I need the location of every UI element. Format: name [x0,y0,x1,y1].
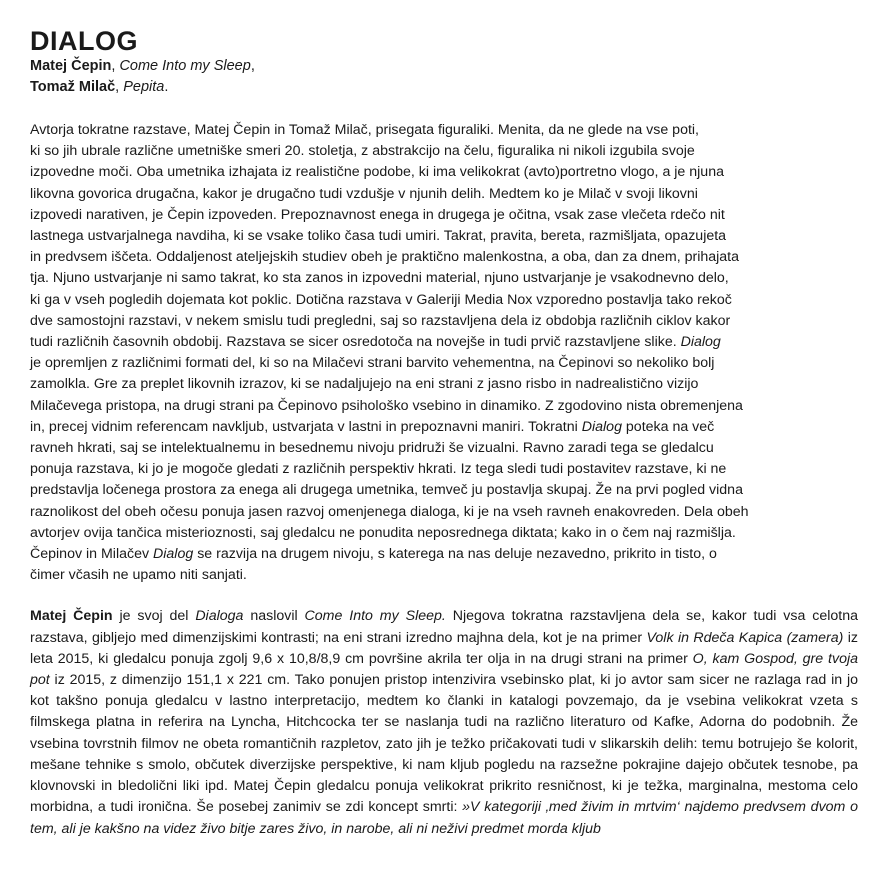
text-line: avtorjev ovija tančica misterioznosti, saj gledalcu ne ponudita neposrednega diktata; kako in o čem naj razmišlja. [30,524,736,541]
page-title: DIALOG [30,26,138,56]
text-line: raznolikost del obeh očesu ponuja jasen razvoj omenjenega dialoga, ki je na vseh ravneh enakovreden. Dela obeh [30,503,749,520]
text-segment: »V kategoriji ‚med živim in mrtvim‘ najdemo predvsem dvom o tem, ali je kakšno na videz živo bitje zares živo, in narobe, ali ni neživi predmet morda kljub [30,799,858,837]
text-segment: Matej Čepin [30,608,113,625]
text-segment: naslovil [243,608,305,625]
credit-line-cepin: Matej Čepin, Come Into my Sleep, [30,58,255,74]
work-title: Pepita [123,79,165,95]
text-line: lastnega ustvarjalnega navdiha, ki se vsake toliko časa tudi umiri. Takrat, pravita, bereta, razmišljata, opazujeta [30,228,727,245]
text-line: in predvsem iščeta. Oddaljenost ateljejskih studiev obeh je praktično malenkostna, a oba, dan za dnem, prihajata [30,249,740,266]
text-line: Avtorja tokratne razstave, Matej Čepin in Tomaž Milač, prisegata figuraliki. Menita, da ne glede na vse poti, [30,122,699,138]
text-line: izpovedne moči. Oba umetnika izhajata iz realistične podobe, ki ima velikokrat (avto)portretno vlogo, a je njuna [30,164,724,181]
text-segment: Njegova tokratna razstavljena dela se, kakor tudi vsa celotna razstava, gibljejo med dimenzijskimi kontrasti; na eni strani izredno majhna dela, kot je na primer [30,608,858,646]
text-segment: Volk in Rdeča Kapica (zamera) [646,629,844,646]
text-line: dve samostojni razstavi, v nekem smislu tudi pregledni, saj so razstavljena dela iz obdobja različnih ciklov kakor [30,312,731,329]
text-line: ki so jih ubrale različne umetniške smeri 20. stoletja, z abstrakcijo na čelu, figuralika ni nikoli izgubila svoje [30,143,695,160]
text-line: zamolkla. Gre za preplet likovnih izrazov, ki se nadaljujejo na eni strani z jasno risbo in nadrealistično vizijo [30,376,699,393]
text-line: je opremljen z različnimi formati del, ki so na Milačevi strani barvito vehementna, na Čepinovi so nekoliko bolj [30,355,715,372]
text-segment: Dialoga [195,608,244,625]
text-line: tja. Njuno ustvarjanje ni samo takrat, ko sta zanos in izpovedni material, njuno ustvarjanje je vsakodnevno delo, [30,270,729,287]
text-line: tudi različnih časovnih obdobij. Razstava se sicer osredotoča na novejše in tudi prvič razstavljene slike. Dialog [30,334,721,351]
work-title: Come Into my Sleep [119,58,251,74]
text-line: ravneh hkrati, saj se intelektualnemu in besednemu nivoju pridruži še vizualni. Ravno zaradi tega se gledalcu [30,440,714,457]
text-segment: je svoj del [112,608,196,625]
text-line: čimer včasih ne upamo niti sanjati. [30,567,247,584]
text-line: Milačevega pristopa, na drugi strani pa Čepinovo psihološko vsebino in dinamiko. Z zgodovino nista obremenjena [30,397,743,414]
text-line: ki ga v vseh pogledih dojemata kot poklic. Dotična razstava v Galeriji Media Nox vzporedno postavlja tako rekoč [30,291,732,308]
text-line: likovna govorica drugačna, kakor je drugačno tudi vzdušje v njunih delih. Medtem ko je Milač v svoji likovni [30,185,698,202]
text-segment: Come Into my Sleep. [304,608,446,625]
text-segment: iz 2015, z dimenzijo 151,1 x 221 cm. Tako ponujen pristop intenzivira vsebinsko plat, ki jo avtor sam sicer ne razlaga rad in jo kot takšno ponuja gledalcu v lastno interpretacijo, medtem ko članki in katalogi povzemajo, da je vsebina velikokrat vzeta s filmskega platna in referira na Lyncha, Hitchcocka ter se naslanja tudi na različno literaturo od Kafke, Adorna do podobnih. Že vsebina tovrstnih filmov ne obeta romantičnih razpletov, zato jih je težko pričakovati tudi v slikarskih delih: temu botrujejo še kolorit, mešane tehnike s smolo, občutek diverzijske perspektive, ki nam kljub pogledu na razsežne pokrajine dajejo občutek tesnobe, pa klovnovski in bledolični liki ipd. Matej Čepin gledalcu ponuja velikokrat prikrito resničnost, ki je težka, marginalna, mestoma celo morbidna, a tudi ironična. Še posebej zanimiv se zdi koncept smrti: [30,672,858,816]
text-line: in, precej vidnim referencam navkljub, ustvarjata v lastni in prepoznavni maniri. Tokratni Dialog poteka na več [30,418,715,435]
intro-paragraph [30,120,858,586]
text-segment: O, kam Gospod, gre tvoja pot [30,650,858,689]
artist-name: Matej Čepin [30,58,112,74]
document-page [30,26,858,840]
text-line: izpovedi narativen, je Čepin izpoveden. Prepoznavnost enega in drugega je očitna, vsak zase vlečeta rdečo nit [30,206,725,223]
credit-line-milac: Tomaž Milač, Pepita. [30,79,169,95]
text-line: ponuja razstava, ki jo je mogoče gledati z različnih perspektiv hkrati. Iz tega sledi tudi postavitev razstave, ki ne [30,461,727,478]
artist-name: Tomaž Milač [30,79,116,95]
text-segment: iz leta 2015, ki gledalcu ponuja zgolj 9,6 x 10,8/8,9 cm površine akrila ter olja in na drugi strani na primer [30,629,858,667]
cepin-paragraph [30,606,858,839]
text-line: Čepinov in Milačev Dialog se razvija na drugem nivoju, s katerega na nas deluje nezavedno, prikrito in tisto, o [30,546,717,563]
text-line: predstavlja ločenega prostora za enega ali drugega umetnika, temveč ju postavlja skupaj. Že na prvi pogled vidna [30,482,743,499]
